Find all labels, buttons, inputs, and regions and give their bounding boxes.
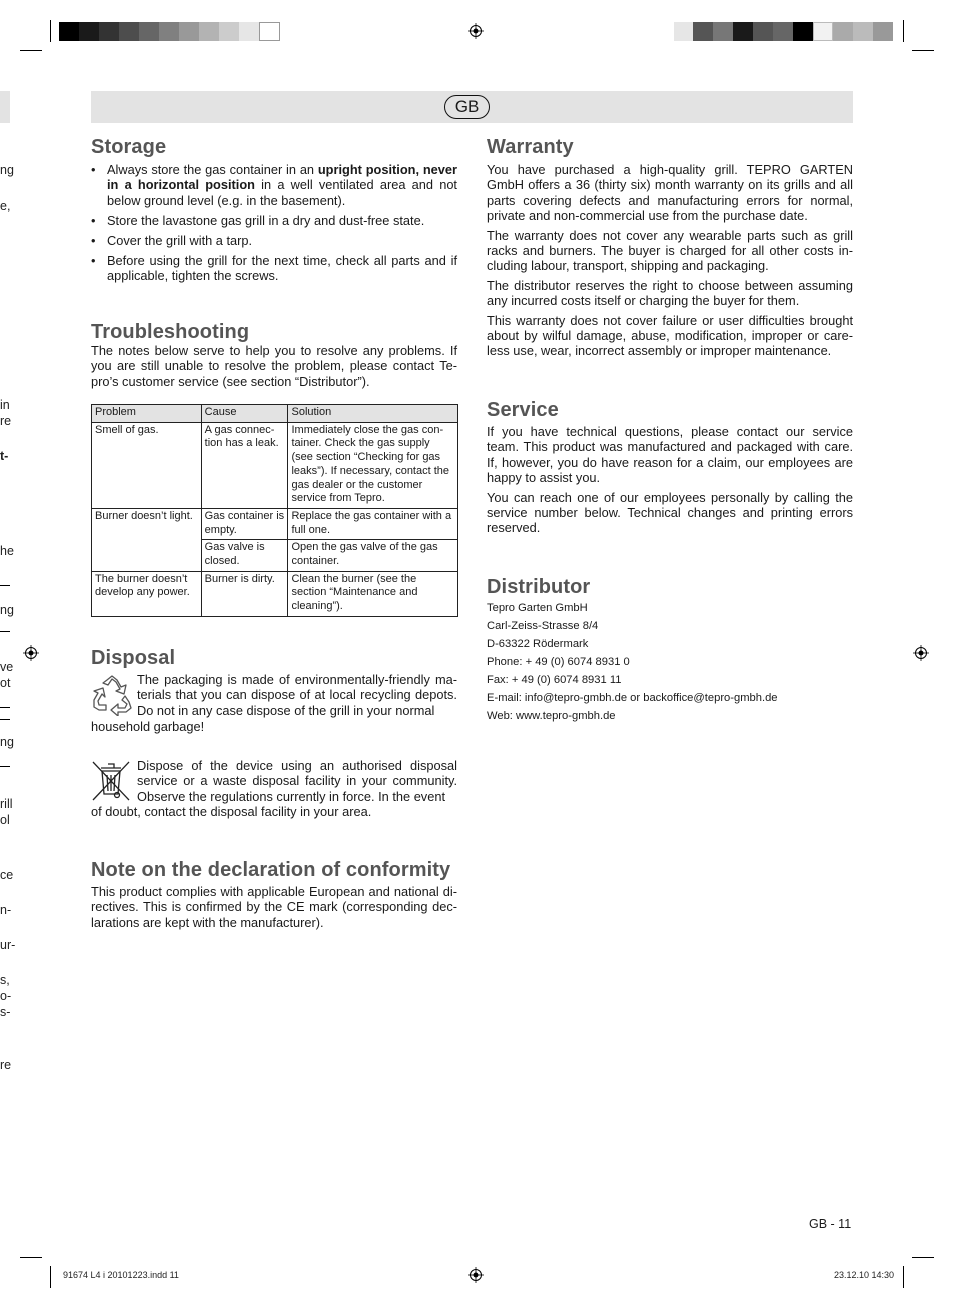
conformity-text: This product complies with applicable European and national di-rectives. This is confirmed by the CE mark (corresponding dec-larations are kept with the manufacturer). bbox=[91, 884, 457, 930]
distributor-city: D-63322 Rödermark bbox=[487, 638, 589, 650]
edge-fragment: ol bbox=[0, 813, 10, 827]
edge-fragment: ce bbox=[0, 868, 14, 882]
warranty-heading: Warranty bbox=[487, 136, 574, 158]
crossed-out-wheelie-bin-icon bbox=[91, 760, 131, 802]
list-item: • Store the lavastone gas grill in a dry and dust-free state. bbox=[91, 213, 457, 228]
table-row bbox=[92, 508, 458, 539]
list-item: • Before using the grill for the next time, check all parts and if applicable, tighten the screws. bbox=[91, 253, 457, 284]
service-heading: Service bbox=[487, 399, 559, 421]
service-paragraph: If you have technical questions, please contact our service team. This product was manufactured and packaged with care. If, however, you do have reason for a claim, our employees are happy to assist you. bbox=[487, 424, 853, 486]
problem-cell: Smell of gas. bbox=[92, 422, 202, 508]
troubleshooting-heading: Troubleshooting bbox=[91, 321, 250, 343]
distributor-email: E-mail: info@tepro-gmbh.de or backoffice@tepro-gmbh.de bbox=[487, 692, 778, 704]
edge-fragment: ur- bbox=[0, 938, 16, 952]
list-item: • Cover the grill with a tarp. bbox=[91, 233, 457, 248]
conformity-heading: Note on the declaration of conformity bbox=[91, 859, 451, 881]
distributor-company: Tepro Garten GmbH bbox=[487, 602, 588, 614]
column-header-solution: Solution bbox=[288, 405, 458, 423]
cause-cell: Gas container is empty. bbox=[201, 508, 288, 539]
disposal-packaging-text: The packaging is made of environmentally-friendly ma-terials that you can dispose of at local recycling depots. Do not in any case dispose of the grill in your normal bbox=[137, 672, 457, 718]
edge-fragment: e, bbox=[0, 199, 11, 213]
edge-fragment: re bbox=[0, 1058, 12, 1072]
language-badge: GB bbox=[444, 95, 490, 119]
edge-fragment: in bbox=[0, 398, 10, 412]
table-row bbox=[92, 422, 458, 508]
disposal-packaging-text-cont: household garbage! bbox=[91, 719, 205, 734]
edge-fragment: ng bbox=[0, 735, 14, 749]
column-header-problem: Problem bbox=[92, 405, 202, 423]
disposal-device-text: Dispose of the device using an authorised disposal service or a waste disposal facility in your community. Observe the regulations currently in force. In the event bbox=[137, 758, 457, 804]
disposal-device-text-cont: of doubt, contact the disposal facility in your area. bbox=[91, 804, 372, 819]
list-item: • Always store the gas container in an upright position, never in a horizontal position in a well ventilated area and not below ground level (e.g. in the basement). bbox=[91, 162, 457, 208]
footer-datetime: 23.12.10 14:30 bbox=[834, 1270, 895, 1280]
disposal-heading: Disposal bbox=[91, 647, 176, 669]
distributor-fax: Fax: + 49 (0) 6074 8931 11 bbox=[487, 674, 622, 686]
distributor-web: Web: www.tepro-gmbh.de bbox=[487, 710, 616, 722]
problem-cell: The burner doesn’t develop any power. bbox=[92, 571, 202, 616]
solution-cell: Replace the gas container with a full one. bbox=[288, 508, 458, 539]
warranty-paragraph: The warranty does not cover any wearable parts such as grill racks and burners. The buyer is charged for all other costs in-cluding labour, transport, shipping and packaging. bbox=[487, 227, 853, 274]
warranty-paragraph: You have purchased a high-quality grill. TEPRO GARTEN GmbH offers a 36 (thirty six) month warranty on its grills and all parts covering defects and manufacturing errors for normal, private and non-commercial use from the purchase date. bbox=[487, 162, 853, 224]
edge-fragment: ot bbox=[0, 676, 11, 690]
registration-mark-icon bbox=[913, 645, 929, 661]
edge-fragment: re bbox=[0, 414, 12, 428]
cause-cell: A gas connec-tion has a leak. bbox=[201, 422, 288, 508]
problem-cell: Burner doesn’t light. bbox=[92, 508, 202, 571]
distributor-street: Carl-Zeiss-Strasse 8/4 bbox=[487, 620, 599, 632]
warranty-text bbox=[487, 162, 853, 363]
cause-cell: Gas valve is closed. bbox=[201, 540, 288, 571]
registration-mark-icon bbox=[468, 23, 484, 39]
storage-list bbox=[91, 162, 457, 288]
footer-filename: 91674 L4 i 20101223.indd 11 bbox=[63, 1270, 179, 1280]
column-header-cause: Cause bbox=[201, 405, 288, 423]
edge-fragment: s, bbox=[0, 973, 10, 987]
distributor-heading: Distributor bbox=[487, 576, 591, 598]
edge-fragment: ng bbox=[0, 163, 14, 177]
registration-mark-icon bbox=[23, 645, 39, 661]
edge-fragment: he bbox=[0, 544, 14, 558]
warranty-paragraph: This warranty does not cover failure or user difficulties brought about by wilful damage, abuse, modification, improper or care-less use, wear, incorrect assembly or improper maintenance. bbox=[487, 312, 853, 359]
recycling-icon bbox=[91, 674, 133, 716]
service-paragraph: You can reach one of our employees personally by calling the service number below. Technical changes and printing errors reserved. bbox=[487, 489, 853, 536]
edge-fragment: rill bbox=[0, 797, 13, 811]
storage-heading: Storage bbox=[91, 136, 167, 158]
edge-fragment: ve bbox=[0, 660, 14, 674]
cause-cell: Burner is dirty. bbox=[201, 571, 288, 616]
solution-cell: Open the gas valve of the gas container. bbox=[288, 540, 458, 571]
service-text bbox=[487, 424, 853, 540]
troubleshooting-table bbox=[91, 404, 458, 617]
edge-fragment: ng bbox=[0, 603, 14, 617]
solution-cell: Clean the burner (see the section “Maintenance and cleaning”). bbox=[288, 571, 458, 616]
page-number: GB - 11 bbox=[809, 1217, 852, 1231]
edge-fragment: o- bbox=[0, 989, 12, 1003]
distributor-address bbox=[487, 599, 778, 725]
solution-cell: Immediately close the gas con-tainer. Check the gas supply (see section “Checking for gas leaks”). If necessary, contact the gas dealer or the customer service from Tepro. bbox=[288, 422, 458, 508]
edge-fragment: s- bbox=[0, 1005, 11, 1019]
edge-fragment: n- bbox=[0, 903, 12, 917]
registration-mark-icon bbox=[468, 1267, 484, 1283]
troubleshooting-intro: The notes below serve to help you to resolve any problems. If you are still unable to resolve the problem, please contact Te-pro’s customer service (see section “Distributor”). bbox=[91, 343, 457, 389]
warranty-paragraph: The distributor reserves the right to choose between assuming any incurred costs itself or charging the buyer for them. bbox=[487, 277, 853, 309]
distributor-phone: Phone: + 49 (0) 6074 8931 0 bbox=[487, 656, 630, 668]
table-row bbox=[92, 571, 458, 616]
edge-fragment: t- bbox=[0, 449, 9, 463]
table-header-row bbox=[92, 405, 458, 423]
